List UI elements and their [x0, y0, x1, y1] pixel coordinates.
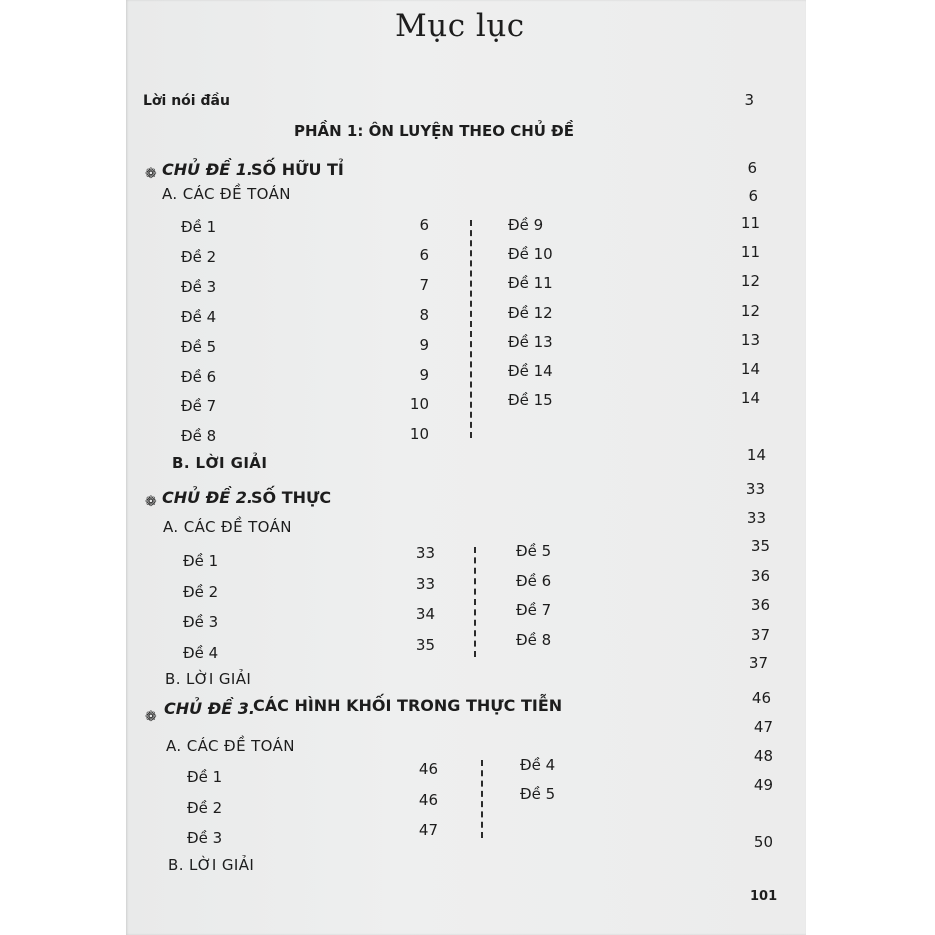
- exam-entry-label: Đề 3: [187, 829, 223, 847]
- exam-entry-label: Đề 4: [181, 307, 217, 326]
- topic1-solutions-page: 14: [746, 446, 766, 464]
- exam-entry-page: 10: [409, 395, 429, 414]
- exam-entry-label: Đề 3: [181, 277, 217, 296]
- exam-entry-label: Đề 1: [183, 552, 219, 570]
- exam-entry-label: Đề 10: [508, 245, 553, 264]
- exam-entry-label: Đề 6: [516, 571, 552, 590]
- foreword-label: Lời nói đầu: [143, 93, 230, 109]
- topic2-page: 33: [745, 480, 765, 498]
- exam-entry-label: Đề 5: [520, 785, 556, 803]
- exam-entry-label: Đề 2: [183, 582, 219, 601]
- topic2-name: SỐ THỰC: [251, 488, 332, 507]
- topic1-exams-label: A. CÁC ĐỀ TOÁN: [162, 185, 291, 203]
- exam-entry-label: Đề 12: [508, 303, 553, 322]
- exam-entry-page: 35: [415, 635, 435, 654]
- column-divider: [474, 547, 476, 657]
- topic3-name: CÁC HÌNH KHỐI TRONG THỰC TIỄN: [253, 696, 563, 715]
- exam-entry-page: 36: [750, 596, 770, 614]
- exam-entry-page: 33: [415, 544, 435, 562]
- flower-bullet-icon: ❁: [145, 709, 157, 725]
- exam-entry-page: 49: [753, 776, 773, 794]
- exam-entry-label: Đề 7: [516, 601, 552, 619]
- topic3-exams-page: 47: [753, 718, 773, 736]
- exam-entry-page: 14: [740, 389, 760, 408]
- topic3-solutions-page: 50: [753, 833, 773, 851]
- exam-entry-page: 8: [419, 305, 429, 324]
- exam-entry-label: Đề 13: [508, 332, 553, 351]
- exam-entry-page: 46: [418, 790, 438, 809]
- exam-entry-label: Đề 6: [181, 367, 217, 386]
- exam-entry-page: 48: [753, 747, 773, 765]
- exam-entry-page: 11: [740, 214, 760, 232]
- exam-entry-page: 35: [750, 537, 770, 555]
- exam-entry-page: 7: [419, 275, 429, 294]
- exam-entry-label: Đề 5: [181, 337, 217, 356]
- topic3-prefix: CHỦ ĐỀ 3.: [164, 699, 255, 718]
- exam-entry-page: 10: [409, 425, 429, 444]
- flower-bullet-icon: ❁: [145, 166, 157, 182]
- page-title: Mục lục: [395, 8, 525, 44]
- exam-entry-label: Đề 2: [187, 798, 223, 817]
- exam-entry-page: 47: [418, 821, 438, 839]
- exam-entry-page: 9: [419, 365, 429, 384]
- exam-entry-label: Đề 8: [516, 630, 552, 649]
- exam-entry-label: Đề 11: [508, 274, 553, 293]
- topic2-prefix: CHỦ ĐỀ 2.: [162, 488, 253, 507]
- exam-entry-page: 14: [740, 360, 760, 378]
- exam-entry-label: Đề 3: [183, 613, 219, 631]
- column-divider: [481, 760, 483, 838]
- topic3-exams-label: A. CÁC ĐỀ TOÁN: [166, 737, 295, 755]
- exam-entry-page: 11: [740, 243, 760, 262]
- topic2-exams-label: A. CÁC ĐỀ TOÁN: [163, 518, 292, 536]
- exam-entry-label: Đề 7: [181, 397, 217, 416]
- exam-entry-page: 37: [750, 625, 770, 644]
- topic1-exams-page: 6: [748, 187, 758, 205]
- exam-entry-page: 13: [740, 330, 760, 349]
- foreword-page: 3: [744, 91, 754, 109]
- topic3-page: 46: [751, 689, 771, 707]
- exam-entry-label: Đề 5: [516, 542, 552, 560]
- part-heading: PHẦN 1: ÔN LUYỆN THEO CHỦ ĐỀ: [294, 122, 574, 140]
- exam-entry-page: 9: [419, 335, 429, 354]
- exam-entry-page: 34: [415, 605, 435, 623]
- exam-entry-label: Đề 4: [520, 756, 556, 774]
- flower-bullet-icon: ❁: [145, 494, 157, 510]
- topic2-solutions-page: 37: [748, 654, 768, 672]
- topic1-solutions-label: B. LỜI GIẢI: [172, 454, 268, 472]
- exam-entry-label: Đề 15: [508, 391, 553, 410]
- page-number: 101: [750, 889, 778, 904]
- exam-entry-label: Đề 8: [181, 427, 217, 446]
- exam-entry-page: 36: [750, 566, 770, 585]
- exam-entry-page: 12: [740, 301, 760, 320]
- topic1-name: SỐ HỮU TỈ: [251, 160, 344, 179]
- exam-entry-page: 12: [740, 272, 760, 291]
- topic2-exams-page: 33: [746, 509, 766, 527]
- exam-entry-label: Đề 4: [183, 643, 219, 662]
- exam-entry-label: Đề 2: [181, 247, 217, 266]
- exam-entry-page: 6: [419, 216, 429, 234]
- exam-entry-label: Đề 14: [508, 362, 553, 380]
- exam-entry-page: 33: [415, 574, 435, 593]
- topic2-solutions-label: B. LỜI GIẢI: [165, 670, 252, 688]
- topic1-prefix: CHỦ ĐỀ 1.: [162, 160, 253, 179]
- exam-entry-page: 6: [419, 245, 429, 264]
- topic1-page: 6: [747, 159, 757, 177]
- exam-entry-label: Đề 1: [187, 768, 223, 786]
- exam-entry-page: 46: [418, 760, 438, 778]
- column-divider: [470, 220, 472, 438]
- exam-entry-label: Đề 1: [181, 218, 217, 236]
- topic3-solutions-label: B. LỜI GIẢI: [168, 856, 255, 874]
- exam-entry-label: Đề 9: [508, 216, 544, 234]
